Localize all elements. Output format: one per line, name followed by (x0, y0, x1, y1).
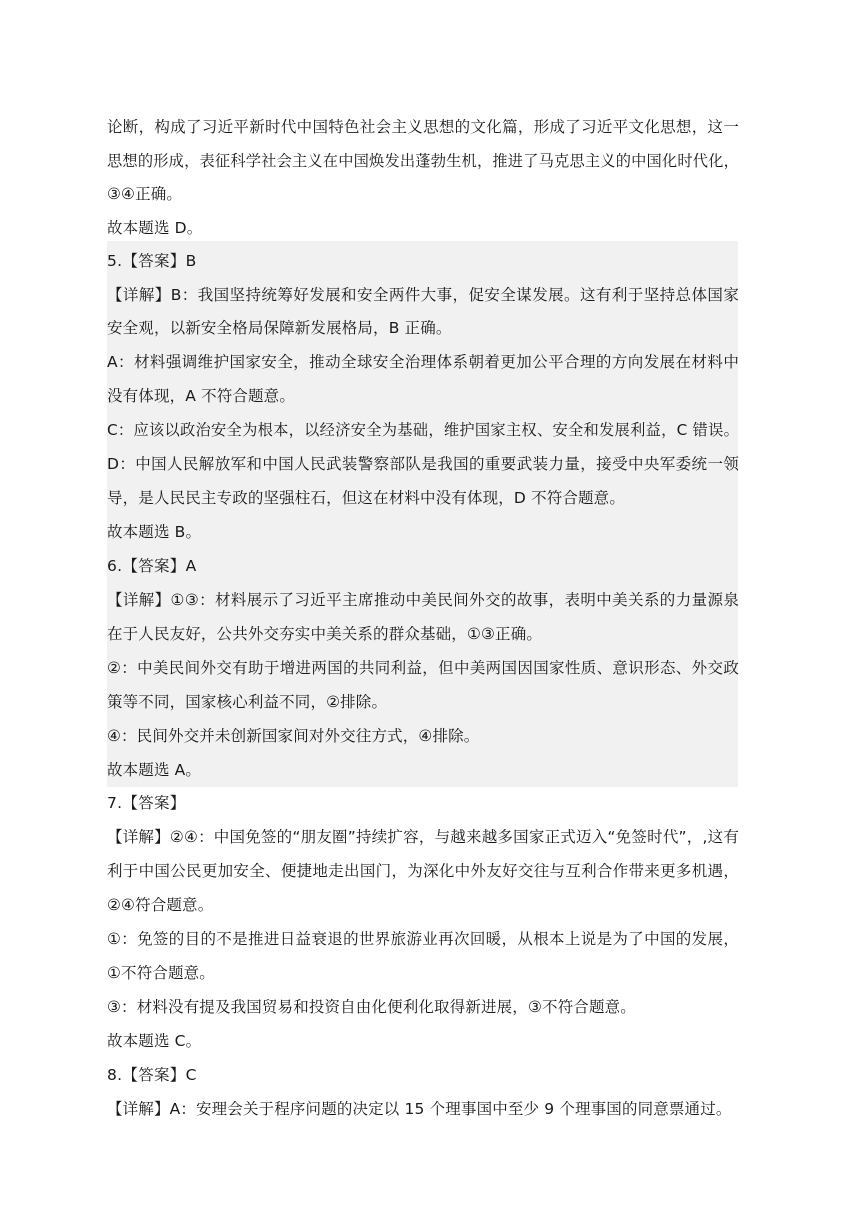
conclusion-line: 故本题选 D。 (107, 219, 203, 237)
text-line: ①：免签的目的不是推进日益衰退的世界旅游业再次回暖，从根本上说是为了中国的发展， (107, 930, 739, 948)
text-line: 论断，构成了习近平新时代中国特色社会主义思想的文化篇，形成了习近平文化思想，这一 (107, 118, 739, 136)
text-line: C：应该以政治安全为根本，以经济安全为基础，维护国家主权、安全和发展利益，C 错误。 (107, 421, 739, 439)
conclusion-line: 故本题选 B。 (107, 523, 202, 541)
text-line: 安全观，以新安全格局保障新发展格局，B 正确。 (107, 319, 452, 337)
text-line: ③④正确。 (107, 185, 183, 203)
text-line: 【详解】B：我国坚持统筹好发展和安全两件大事，促安全谋发展。这有利于坚持总体国家 (107, 286, 739, 304)
answer-7-heading: 7.【答案】 (107, 794, 186, 812)
text-line: D：中国人民解放军和中国人民武装警察部队是我国的重要武装力量，接受中央军委统一领 (107, 455, 739, 473)
text-line: 思想的形成，表征科学社会主义在中国焕发出蓬勃生机，推进了马克思主义的中国化时代化， (107, 152, 739, 170)
text-line: ①不符合题意。 (107, 964, 215, 982)
text-line: ②④符合题意。 (107, 896, 214, 914)
text-line: 【详解】A：安理会关于程序问题的决定以 15 个理事国中至少 9 个理事国的同意票通过。 (107, 1100, 732, 1118)
answer-8-heading: 8.【答案】C (107, 1066, 197, 1084)
conclusion-line: 故本题选 C。 (107, 1032, 202, 1050)
text-line: 【详解】②④：中国免签的“朋友圈”持续扩容，与越来越多国家正式迈入“免签时代”，,这有 (107, 828, 739, 846)
answer-5-heading: 5.【答案】B (107, 252, 197, 270)
text-line: 在于人民友好，公共外交夯实中美关系的群众基础，①③正确。 (107, 625, 542, 643)
text-line: A：材料强调维护国家安全，推动全球安全治理体系朝着更加公平合理的方向发展在材料中 (107, 353, 739, 371)
text-line: ③：材料没有提及我国贸易和投资自由化便利化取得新进展，③不符合题意。 (107, 998, 636, 1016)
text-line: 利于中国公民更加安全、便捷地走出国门，为深化中外友好交往与互利合作带来更多机遇， (107, 862, 739, 880)
text-line: 策等不同，国家核心利益不同，②排除。 (107, 693, 388, 711)
conclusion-line: 故本题选 A。 (107, 761, 202, 779)
text-line: 导，是人民民主专政的坚强柱石，但这在材料中没有体现，D 不符合题意。 (107, 489, 625, 507)
text-line: ②：中美民间外交有助于增进两国的共同利益，但中美两国因国家性质、意识形态、外交政 (107, 659, 739, 677)
text-line: 【详解】①③：材料展示了习近平主席推动中美民间外交的故事，表明中美关系的力量源泉 (107, 591, 739, 609)
text-line: 没有体现，A 不符合题意。 (107, 387, 295, 405)
text-line: ④：民间外交并未创新国家间对外交往方式，④排除。 (107, 727, 480, 745)
answer-6-heading: 6.【答案】A (107, 557, 197, 575)
